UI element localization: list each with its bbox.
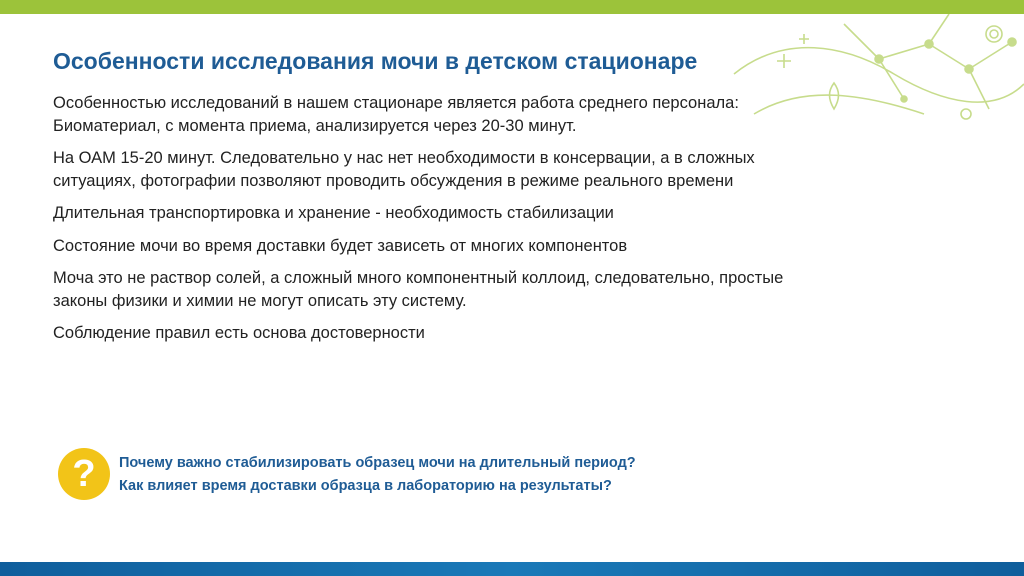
question-callout — [58, 448, 778, 502]
top-accent-bar — [0, 0, 1024, 14]
question-mark-icon: ? — [58, 448, 110, 500]
paragraph: Длительная транспортировка и хранение - необходимость стабилизации — [53, 204, 614, 222]
paragraph: На ОАМ 15-20 минут. Следовательно у нас нет необходимости в консервации, а в сложных ситуациях, фотографии позволяют проводить обсуждения в режиме реального времени — [53, 149, 755, 190]
bottom-accent-bar — [0, 562, 1024, 576]
slide-title: Особенности исследования мочи в детском стационаре — [53, 48, 698, 74]
question-line: Как влияет время доставки образца в лабораторию на результаты? — [119, 478, 612, 494]
paragraph: Особенностью исследований в нашем стационаре является работа среднего персонала: Биоматериал, с момента приема, анализируется через 20-30 минут. — [53, 94, 739, 135]
question-text — [119, 452, 636, 498]
question-line: Почему важно стабилизировать образец мочи на длительный период? — [119, 455, 636, 471]
paragraph: Соблюдение правил есть основа достоверности — [53, 324, 425, 342]
paragraph: Состояние мочи во время доставки будет зависеть от многих компонентов — [53, 236, 628, 255]
paragraph: Моча это не раствор солей, а сложный много компонентный коллоид, следовательно, простые законы физики и химии не могут описать эту систему. — [53, 269, 784, 310]
slide-body — [53, 92, 823, 355]
